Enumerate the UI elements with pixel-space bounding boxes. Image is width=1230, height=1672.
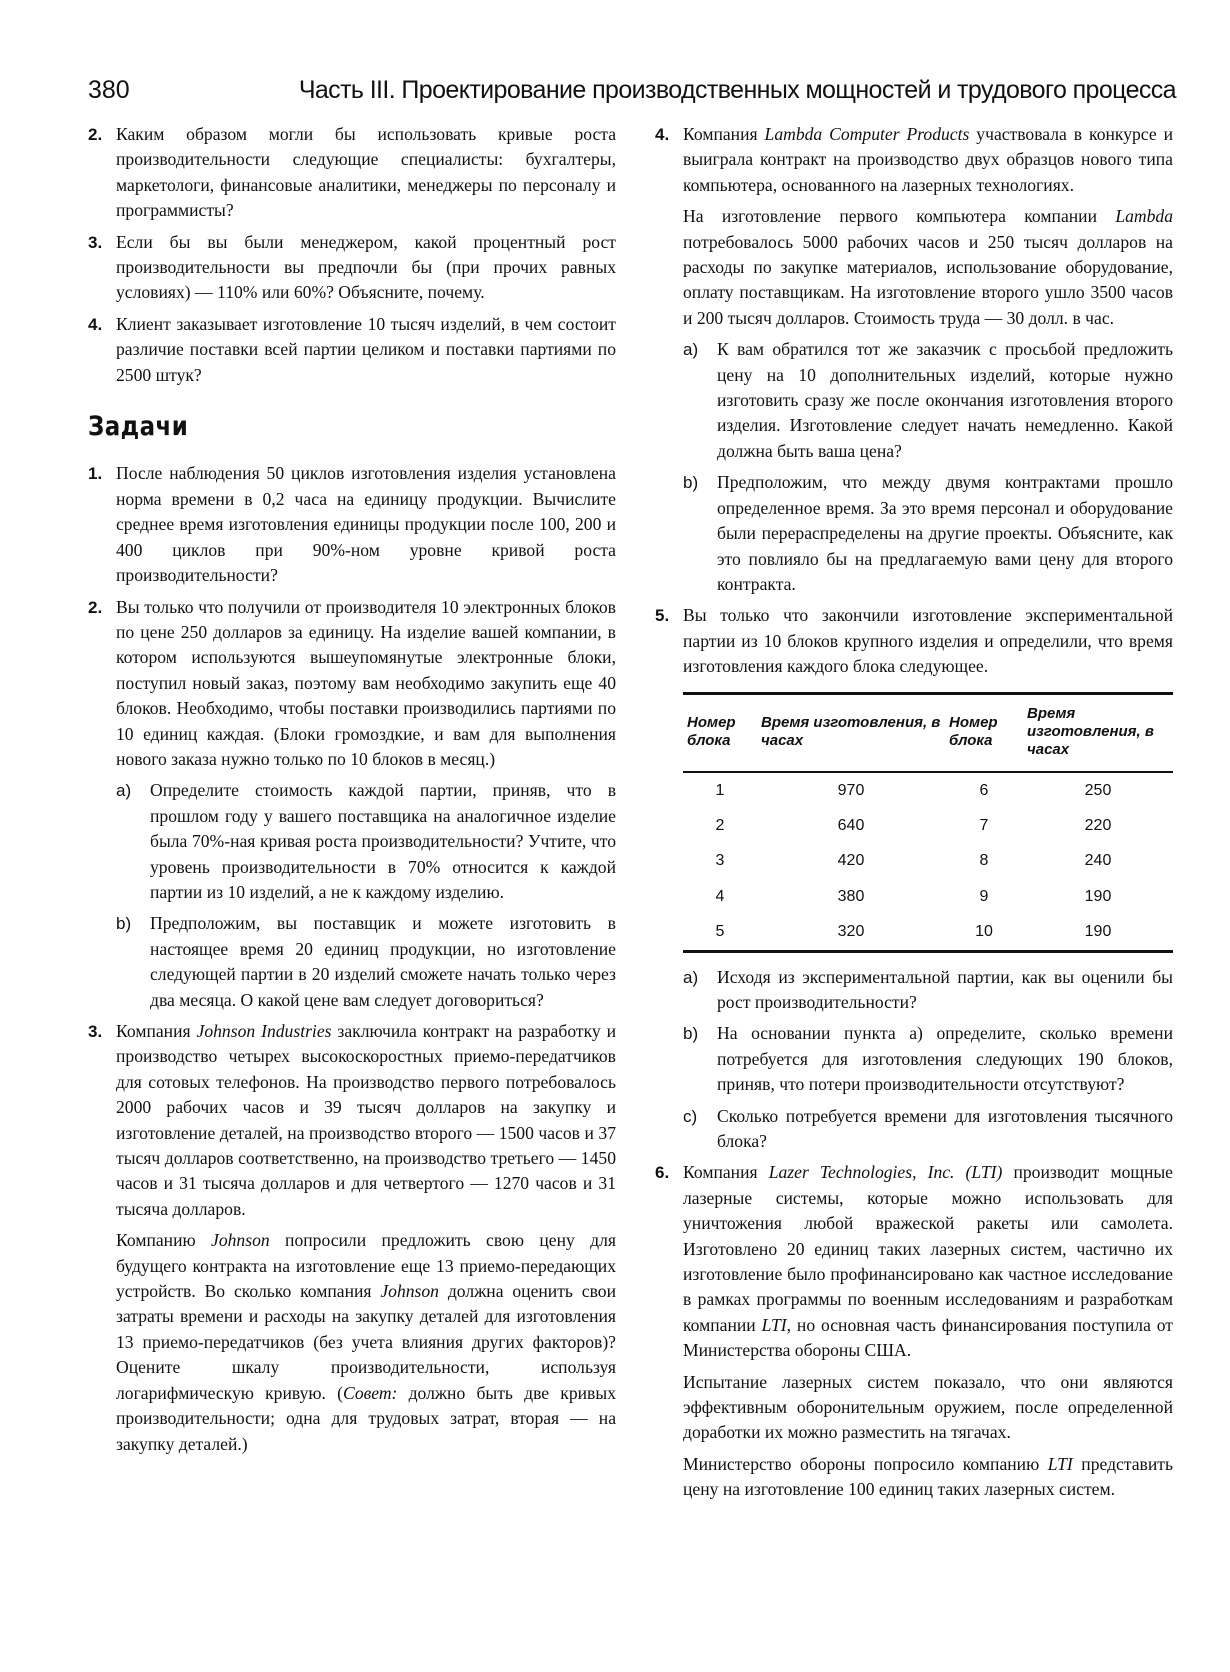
question-text: Если бы вы были менеджером, какой процентный рост производительности вы предпочли бы (при прочих равных условиях) — 110% или 60%? Объясните, почему. [116,231,616,303]
table-row [683,843,1173,878]
task-2-b [116,911,616,1013]
table-cell: 420 [837,852,865,870]
company-name: LTI [1047,1453,1073,1474]
task-1 [88,461,616,588]
question-2 [88,122,616,224]
task-4 [655,122,1173,198]
subitem-text: Исходя из экспериментальной партии, как вы оценили бы рост производительности? [717,966,1173,1012]
paragraph-text: На изготовление первого компьютера компании [683,206,1116,227]
table-cell: 5 [683,914,757,951]
subitem-text: Сколько потребуется времени для изготовления тысячного блока? [717,1105,1173,1151]
task-4-paragraph [683,204,1173,331]
table-cell: 1 [715,781,725,799]
table-cell: 8 [979,852,989,870]
question-4 [88,312,616,388]
task-text: После наблюдения 50 циклов изготовления изделия установлена норма времени в 0,2 часа на единицу продукции. Вычислите среднее время изготовления единицы продукции после 100, 200 и 400 циклов при 90%-ном уровне кривой роста производительности? [116,463,616,586]
subitem-label: а) [683,340,699,360]
subitem-label: b) [683,1024,699,1044]
company-name: LTI [761,1314,787,1335]
task-3 [88,1019,616,1222]
paragraph-text: должно быть две кривых производительности; одна для трудовых затрат, вторая — на закупку деталей.) [116,1382,616,1454]
table-cell: 380 [837,887,865,905]
section-title: Задачи [88,411,189,443]
right-column [655,122,1173,1509]
subitem-text: К вам обратился тот же заказчик с просьбой предложить цену на 10 дополнительных изделий, которые нужно изготовить сразу же после окончания изготовления второго изделия. Изготовление следует начать немедленно. Какой должна быть ваша цена? [717,339,1173,461]
running-title: Часть III. Проектирование производственных мощностей и трудового процесса [298,76,1176,104]
question-number: 3. [88,232,103,252]
table-cell: 190 [1084,887,1112,905]
paragraph-text: попросили предложить свою цену для будущего контракта на изготовление еще 13 приемо-передающих устройств. Во сколько компания [116,1230,616,1302]
company-name: Johnson Industries [196,1021,332,1041]
paragraph-text: Компанию [116,1230,212,1251]
task-5-a [683,965,1173,1016]
task-number: 6. [655,1163,670,1183]
table-cell: 3 [715,852,725,870]
task-4-a [683,337,1173,464]
company-name: Johnson [211,1230,270,1251]
task-3-paragraph [116,1228,616,1457]
page-header [88,70,1176,114]
task-text: Компания [683,1162,769,1183]
table-cell: 4 [715,887,725,905]
table-cell: 250 [1084,781,1112,799]
subitem-text: Предположим, что между двумя контрактами прошло определенное время. За это время персонал и оборудование были перераспределены на другие проекты. Объясните, как это повлияло бы на предлагаемую вами цену для второго контракта. [717,472,1173,594]
subitem-text: Предположим, вы поставщик и можете изготовить в настоящее время 20 единиц продукции, но изготовление следующей партии в 20 изделий сможете начать только через два месяца. О какой цене вам следует договориться? [150,913,616,1010]
table-row [683,808,1173,843]
task-6-paragraph-2 [683,1370,1173,1446]
table-cell: 320 [757,914,945,951]
table-cell: 7 [979,816,989,834]
hint-label: Совет: [342,1382,398,1403]
table-row [683,879,1173,914]
left-column [88,122,616,1463]
task-number: 1. [88,464,103,484]
table-cell: 640 [837,816,865,834]
paragraph-text: представить цену на изготовление 100 единиц таких лазерных систем. [683,1453,1173,1500]
column-header: Номер блока [687,713,736,749]
table-cell: 6 [979,781,989,799]
question-number: 4. [88,314,103,334]
page-number: 380 [88,76,130,104]
task-text: участвовала в конкурсе и выиграла контракт на производство двух образцов нового типа компьютера, основанного на лазерных технологиях. [683,124,1173,195]
task-text: заключила контракт на разработку и производство четырех высокоскоростных приемо-передатчиков для сотовых телефонов. На производство первого потребовалось 2000 рабочих часов и 39 тысяч долларов на закупку и изготовление деталей, на производство второго — 1500 часов и 37 тысяч долларов соответственно, на производство третьего — 1450 часов и 31 тысяча долларов и для четвертого — 1270 часов и 31 тысяча долларов. [116,1021,617,1219]
paragraph-text: должна оценить свои затраты времени и расходы на закупку деталей для изготовления 13 приемо-передатчиков (без учета влияния других факторов)? Оцените шкалу производительности, используя логарифмическую кривую. ( [116,1281,616,1403]
table-cell: 240 [1084,852,1112,870]
task-number: 5. [655,606,670,626]
task-6 [655,1160,1173,1363]
subitem-text: Определите стоимость каждой партии, приняв, что в прошлом году у вашего поставщика на аналогичное изделие была 70%-ная кривая роста производительности? Учтите, что уровень производительности в 70% относится к каждой партии из 10 изделий, а не к каждому изделию. [150,780,616,902]
block-time-table [683,692,1173,953]
table-header-row [683,693,1173,772]
table-cell: 190 [1023,914,1173,951]
task-number: 2. [88,597,103,617]
task-number: 4. [655,125,670,144]
task-text: Вы только что получили от производителя 10 электронных блоков по цене 250 долларов за единицу. На изделие вашей компании, в котором используются вышеупомянутые электронные блоки, поступил новый заказ, поэтому вам необходимо закупить еще 40 блоков. Необходимо, чтобы поставки производились партиями по 10 единиц каждая. (Блоки громоздкие, и вам для выполнения нового заказа нужно только по 10 блоков в месяц.) [116,596,616,769]
subitem-label: а) [116,781,132,801]
table-row [683,914,1173,951]
task-text: Вы только что закончили изготовление экспериментальной партии из 10 блоков крупного изделия и определили, что время изготовления каждого блока следующее. [683,605,1173,677]
table-cell: 10 [945,914,1023,951]
table-cell: 970 [837,781,865,799]
column-header: Время изготовления, в часах [1027,704,1154,758]
task-5 [655,603,1173,679]
task-2 [88,595,616,773]
question-number: 2. [88,125,103,144]
task-4-b [683,470,1173,597]
question-text: Клиент заказывает изготовление 10 тысяч изделий, в чем состоит различие поставки всей партии целиком и поставки партиями по 2500 штук? [116,313,616,385]
subitem-label: b) [683,473,699,493]
task-text: Компания [116,1021,197,1041]
column-header: Время изготовления, в часах [761,713,941,749]
task-number: 3. [88,1022,103,1041]
table-cell: 9 [979,887,989,905]
task-5-c [683,1104,1173,1155]
table-cell: 2 [715,816,725,834]
company-name: Lazer Technologies, Inc. (LTI) [768,1162,1003,1183]
task-text: Компания [683,124,765,144]
question-text: Каким образом могли бы использовать кривые роста производительности следующие специалисты: бухгалтеры, маркетологи, финансовые аналитики, менеджеры по персоналу и программисты? [116,124,616,221]
task-5-b [683,1021,1173,1097]
question-3 [88,230,616,306]
subitem-label: с) [683,1106,698,1126]
subitem-label: b) [116,914,132,934]
task-2-a [116,778,616,905]
paragraph-text: Министерство обороны попросило компанию [683,1453,1048,1474]
paragraph-text: потребовалось 5000 рабочих часов и 250 тысяч долларов на расходы по закупке материалов, использование оборудование, оплату поставщикам. На изготовление второго ушло 3500 часов и 200 тысяч долларов. Стоимость труда — 30 долл. в час. [683,231,1173,328]
task-text: производит мощные лазерные системы, которые можно использовать для уничтожения любой вражеской ракеты или самолета. Изготовлено 20 единиц таких лазерных систем, частично их изготовление было профинансировано как частное исследование в рамках программы по военным исследованиям и разработкам компании [683,1162,1173,1335]
table-row [683,772,1173,808]
paragraph-text: Испытание лазерных систем показало, что они являются эффективным оборонительным оружием, после определенной доработки их можно разместить на тягачах. [683,1371,1173,1443]
subitem-text: На основании пункта а) определите, сколько времени потребуется для изготовления следующих 190 блоков, приняв, что потери производительности отсутствуют? [717,1023,1173,1095]
task-text: , но основная часть финансирования поступила от Министерства обороны США. [683,1314,1173,1361]
company-name: Lambda [1115,206,1173,227]
table-cell: 220 [1084,816,1112,834]
company-name: Lambda Computer Products [764,124,970,144]
column-header: Номер блока [949,713,998,749]
subitem-label: а) [683,967,699,987]
company-name: Johnson [380,1281,439,1302]
task-6-paragraph-3 [683,1452,1173,1503]
